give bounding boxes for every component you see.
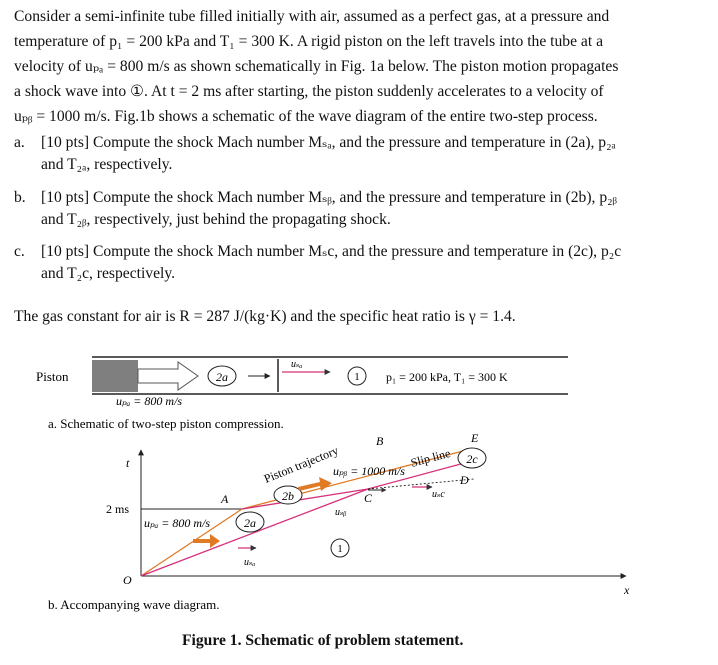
slip-line-label: Slip line — [409, 445, 452, 470]
region-2b-label: 2b — [282, 489, 294, 503]
figure-a-caption: a. Schematic of two-step piston compression. — [48, 416, 284, 431]
piston-trajectory-label: Piston trajectory — [261, 443, 341, 486]
region-2a-label: 2a — [216, 370, 228, 384]
problem-statement — [14, 4, 704, 129]
piston-block — [92, 360, 138, 392]
point-e-label: E — [471, 431, 479, 445]
problem-line: velocity of uₚₐ = 800 m/s as shown schematically in Fig. 1a below. The piston motion propagates — [14, 58, 619, 75]
piston-velocity-a-arrow — [193, 534, 220, 548]
shock-speed-a-label: uₛₐ — [244, 557, 256, 568]
question-label: c. — [14, 243, 25, 260]
point-b-label: B — [376, 434, 384, 448]
piston-velocity-a-label: uₚₐ = 800 m/s — [116, 394, 183, 408]
question-label: a. — [14, 134, 25, 151]
question-line: and T₂ᵦ, respectively, just behind the propagating shock. — [41, 211, 391, 228]
initial-state-label: p₁ = 200 kPa, T₁ = 300 K — [386, 370, 508, 384]
question-line: [10 pts] Compute the shock Mach number Mₛc, and the pressure and temperature in (2c), p₂c — [41, 243, 622, 260]
problem-line: Consider a semi-infinite tube filled initially with air, assumed as a perfect gas, at a pressure and — [14, 8, 610, 25]
wave-diagram — [48, 431, 630, 612]
x-axis-label: x — [624, 583, 630, 597]
question-line: and T₂ₐ, respectively. — [41, 156, 173, 173]
shock-speed-a-label: uₛₐ — [291, 359, 303, 370]
point-a-label: A — [221, 492, 229, 506]
region-2a-label: 2a — [244, 516, 256, 530]
t-axis-label: t — [126, 456, 130, 470]
point-c-label: C — [364, 491, 373, 505]
problem-line: a shock wave into ①. At t = 2 ms after starting, the piston suddenly accelerates to a velocity of — [14, 83, 604, 100]
figure-caption: Figure 1. Schematic of problem statement. — [182, 632, 464, 649]
figure-1 — [0, 348, 718, 665]
piston-velocity-b-label: uₚᵦ = 1000 m/s — [333, 464, 405, 478]
gas-constant-statement: The gas constant for air is R = 287 J/(kg·K) and the specific heat ratio is γ = 1.4. — [14, 308, 516, 325]
piston-velocity-a-label: uₚₐ = 800 m/s — [144, 516, 211, 530]
origin-label: O — [123, 573, 132, 587]
question-line: [10 pts] Compute the shock Mach number Mₛₐ, and the pressure and temperature in (2a), p₂ₐ — [41, 134, 616, 151]
question-label: b. — [14, 189, 26, 206]
piston-label: Piston — [36, 369, 69, 384]
figure-b-caption: b. Accompanying wave diagram. — [48, 597, 220, 612]
piston-motion-arrow — [138, 362, 198, 390]
region-1-label: 1 — [337, 543, 343, 555]
point-d-label: D — [460, 473, 469, 487]
piston-velocity-b-arrow — [298, 477, 332, 491]
time-2ms-label: 2 ms — [106, 502, 130, 516]
region-2c-label: 2c — [466, 452, 478, 466]
region-1-label: 1 — [354, 371, 360, 383]
question-line: [10 pts] Compute the shock Mach number Mₛᵦ, and the pressure and temperature in (2b), p₂ᵦ — [41, 189, 617, 206]
shock-speed-b-label: uₛᵦ — [335, 507, 347, 518]
problem-line: uₚᵦ = 1000 m/s. Fig.1b shows a schematic of the wave diagram of the entire two-step process. — [14, 108, 598, 125]
shock-speed-c-label: uₛc — [432, 489, 445, 500]
problem-line: temperature of p₁ = 200 kPa and T₁ = 300 K. A rigid piston on the left travels into the tube at a — [14, 33, 603, 50]
question-line: and T₂c, respectively. — [41, 265, 176, 282]
tube-schematic — [36, 357, 568, 431]
